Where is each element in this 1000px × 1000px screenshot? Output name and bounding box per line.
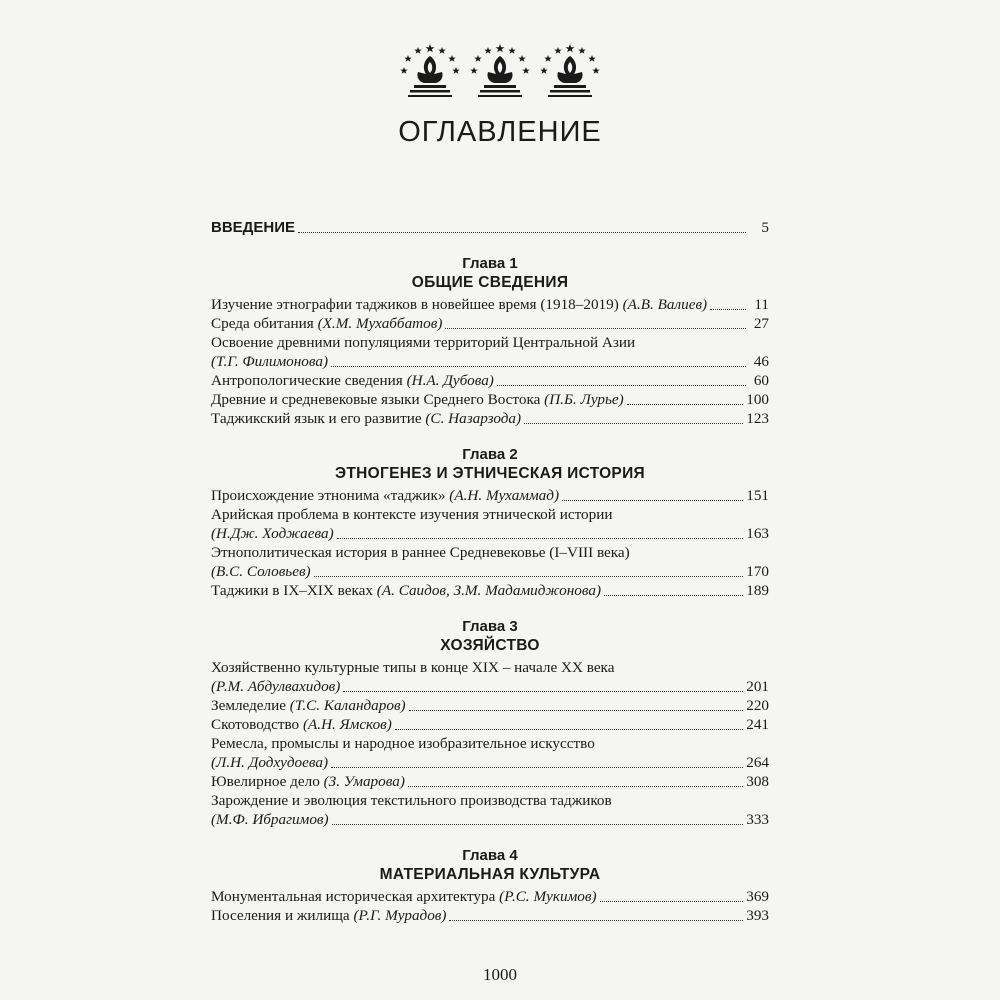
toc-entry	[211, 696, 769, 715]
toc-entry-title: Древние и средневековые языки Среднего Востока	[211, 391, 545, 408]
chapter-label: Глава 3	[462, 618, 518, 635]
chapter-label: Глава 4	[462, 847, 518, 864]
toc-entry-title: Земледелие	[211, 697, 290, 714]
toc-entry	[211, 715, 769, 734]
toc-entry-title: Среда обитания	[211, 315, 318, 332]
toc-entry-author: (Т.Г. Филимонова)	[211, 353, 329, 370]
toc-entry	[211, 581, 769, 600]
page-ref: 163	[746, 525, 769, 542]
toc-entry-title: Скотоводство	[211, 716, 303, 733]
dot-leader	[343, 690, 743, 692]
dot-leader	[409, 709, 744, 711]
toc-entry	[211, 352, 769, 371]
toc-entry-author: (З. Умарова)	[323, 773, 405, 790]
toc-entry	[211, 314, 769, 333]
intro-title: ВВЕДЕНИЕ	[211, 219, 295, 236]
dot-leader	[524, 422, 743, 424]
dot-leader	[562, 499, 743, 501]
toc-entry-author: (Р.Г. Мурадов)	[353, 907, 447, 924]
chapter-spacer	[211, 428, 769, 445]
dot-leader	[600, 900, 744, 902]
toc-entry-author: (Н.А. Дубова)	[406, 372, 494, 389]
toc-entry	[211, 390, 769, 409]
dot-leader	[445, 327, 746, 329]
chapter-title: ЭТНОГЕНЕЗ И ЭТНИЧЕСКАЯ ИСТОРИЯ	[335, 465, 645, 482]
toc-entry-author: (М.Ф. Ибрагимов)	[211, 811, 329, 828]
toc-entry-title-line: Ремесла, промыслы и народное изобразительное искусство	[211, 735, 595, 752]
chapter-title: ОБЩИЕ СВЕДЕНИЯ	[411, 274, 569, 291]
dot-leader	[337, 537, 744, 539]
toc-entry-author: (Л.Н. Додхудоева)	[211, 754, 329, 771]
toc-entry	[211, 371, 769, 390]
page-ref: 264	[746, 754, 769, 771]
page-ref: 60	[753, 372, 769, 389]
page-ref: 241	[746, 716, 769, 733]
toc-entry	[211, 906, 769, 925]
toc-entry-author: (А.Н. Ямсков)	[302, 716, 392, 733]
chapter-title: ХОЗЯЙСТВО	[440, 637, 540, 654]
toc-entry-title-line: Зарождение и эволюция текстильного производства таджиков	[211, 792, 612, 809]
toc-entry-author: (Р.М. Абдулвахидов)	[211, 678, 341, 695]
toc-entry-title-line: Арийская проблема в контексте изучения этнической истории	[211, 506, 613, 523]
page-ref: 5	[761, 219, 769, 236]
toc-entry	[211, 810, 769, 829]
toc-entry	[211, 409, 769, 428]
page-ref: 220	[746, 697, 769, 714]
toc-entry	[211, 524, 769, 543]
toc-entry-author: (А.Н. Мухаммад)	[449, 487, 560, 504]
page-ref: 46	[753, 353, 769, 370]
toc-entry-title: Антропологические сведения	[211, 372, 407, 389]
toc-entry-author: (В.С. Соловьев)	[211, 563, 311, 580]
emblem-row	[400, 42, 600, 102]
dot-leader	[408, 785, 743, 787]
page-ref: 393	[746, 907, 769, 924]
table-of-contents	[211, 218, 769, 925]
page-title: ОГЛАВЛЕНИЕ	[398, 116, 602, 148]
toc-entry	[211, 772, 769, 791]
chapter-title: МАТЕРИАЛЬНАЯ КУЛЬТУРА	[379, 866, 601, 883]
dot-leader	[332, 823, 744, 825]
toc-entry-title-line: Хозяйственно культурные типы в конце XIX – начале XX века	[211, 659, 615, 676]
toc-entry-author: (Н.Дж. Ходжаева)	[211, 525, 334, 542]
page-ref: 333	[746, 811, 769, 828]
toc-entry-author: (А. Саидов, З.М. Мадамиджонова)	[376, 582, 602, 599]
toc-entry-title-line: Этнополитическая история в раннее Средневековье (I–VIII века)	[211, 544, 630, 561]
page-ref: 27	[753, 315, 769, 332]
dot-leader	[627, 403, 744, 405]
toc-entry-title-line: Освоение древними популяциями территорий Центральной Азии	[211, 334, 636, 351]
toc-entry-title: Изучение этнографии таджиков в новейшее время (1918–2019)	[211, 296, 623, 313]
toc-entry	[211, 887, 769, 906]
chapters-container	[211, 237, 769, 925]
chapter-label: Глава 1	[462, 255, 518, 272]
toc-entry-title: Поселения и жилища	[211, 907, 354, 924]
page-ref: 201	[746, 678, 769, 695]
toc-entry	[211, 486, 769, 505]
toc-entry-title: Ювелирное дело	[211, 773, 324, 790]
toc-entry-author: (Р.С. Мукимов)	[499, 888, 597, 905]
toc-entry-author: (Х.М. Мухаббатов)	[317, 315, 443, 332]
page-number: 1000	[483, 965, 517, 984]
dot-leader	[331, 365, 746, 367]
dot-leader	[314, 575, 744, 577]
toc-entry-title: Происхождение этнонима «таджик»	[211, 487, 450, 504]
page-ref: 170	[746, 563, 769, 580]
toc-entry-author: (А.В. Валиев)	[622, 296, 708, 313]
toc-entry-author: (С. Назарзода)	[425, 410, 522, 427]
toc-entry	[211, 677, 769, 696]
toc-entry-author: (П.Б. Лурье)	[544, 391, 624, 408]
toc-entry-title: Таджики в IX–XIX веках	[211, 582, 377, 599]
toc-entry-title: Таджикский язык и его развитие	[211, 410, 426, 427]
toc-entry	[211, 562, 769, 581]
toc-entry-title: Монументальная историческая архитектура	[211, 888, 500, 905]
page-ref: 100	[746, 391, 769, 408]
dot-leader	[497, 384, 746, 386]
dot-leader	[710, 308, 746, 310]
toc-entry	[211, 295, 769, 314]
page-ref: 151	[746, 487, 769, 504]
chapter-spacer	[211, 829, 769, 846]
dot-leader	[395, 728, 743, 730]
chapter-spacer	[211, 600, 769, 617]
dot-leader	[331, 766, 743, 768]
page-ref: 11	[754, 296, 769, 313]
page-ref: 308	[746, 773, 769, 790]
dot-leader	[449, 919, 743, 921]
dot-leader	[604, 594, 743, 596]
page-ref: 123	[746, 410, 769, 427]
toc-entry-intro	[211, 218, 769, 237]
page-ref: 189	[746, 582, 769, 599]
toc-entry-author: (Т.С. Каландаров)	[289, 697, 406, 714]
crown-emblem-icon	[540, 42, 600, 102]
chapter-label: Глава 2	[462, 446, 518, 463]
dot-leader	[298, 231, 746, 233]
page-ref: 369	[746, 888, 769, 905]
crown-emblem-icon	[400, 42, 460, 102]
chapter-spacer	[211, 237, 769, 254]
crown-emblem-icon	[470, 42, 530, 102]
toc-entry	[211, 753, 769, 772]
